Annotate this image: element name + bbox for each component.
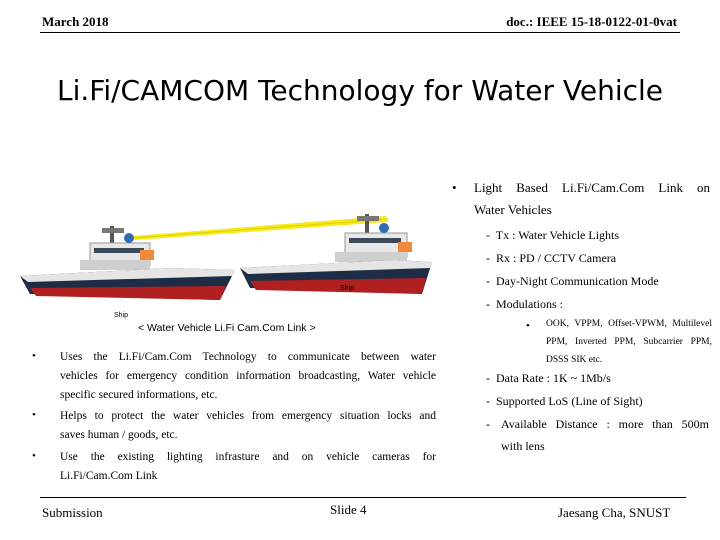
right-main-bullet: • xyxy=(452,180,457,195)
dash: - xyxy=(486,274,490,288)
mod-line-2: PPM, Inverted PPM, Subcarrier PPM, xyxy=(546,337,712,347)
distance-line-1: Available Distance : more than 500m xyxy=(501,417,709,431)
left-point-1 xyxy=(60,348,436,405)
right-main-line2: Water Vehicles xyxy=(474,202,552,217)
left-point-3 xyxy=(60,448,436,486)
distance-line-2: with lens xyxy=(501,439,545,453)
left-point-2 xyxy=(60,407,436,445)
dash: - xyxy=(486,228,490,242)
footer-rule xyxy=(40,497,686,498)
ship-left xyxy=(20,226,235,300)
mode-item: Day-Night Communication Mode xyxy=(496,274,659,288)
point3-line1: Use the existing lighting infrasture and on vehicle cameras for xyxy=(60,451,436,463)
dash: - xyxy=(486,297,490,311)
footer-author: Jaesang Cha, SNUST xyxy=(558,505,671,520)
header-rule xyxy=(40,32,680,33)
ship-label-left: Ship xyxy=(114,312,129,319)
left-bullet-3: • xyxy=(32,450,36,462)
dash: - xyxy=(486,394,490,408)
left-bullet-1: • xyxy=(32,350,36,362)
ships-figure xyxy=(20,188,435,323)
point1-line1: Uses the Li.Fi/Cam.Com Technology to communicate between water xyxy=(60,351,436,363)
footer-submission: Submission xyxy=(42,505,103,520)
rx-item: Rx : PD / CCTV Camera xyxy=(496,251,617,265)
left-bullet-2: • xyxy=(32,409,36,421)
point3-line2: Li.Fi/Cam.Com Link xyxy=(60,470,158,482)
slide-title: Li.Fi/CAMCOM Technology for Water Vehicle xyxy=(56,74,664,107)
dash: - xyxy=(486,251,490,265)
right-main-line1: Light Based Li.Fi/Cam.Com Link on xyxy=(474,180,710,195)
point1-line3: specific secured informations, etc. xyxy=(60,389,218,401)
figure-caption: < Water Vehicle Li.Fi Cam.Com Link > xyxy=(138,322,316,334)
mod-line-1: OOK, VPPM, Offset-VPWM, Multilevel xyxy=(546,319,712,329)
point1-line2: vehicles for emergency condition information broadcasting, Water vehicle xyxy=(60,370,436,382)
point2-line1: Helps to protect the water vehicles from emergency situation locks and xyxy=(60,410,436,422)
dash: - xyxy=(486,417,490,431)
modulation-list xyxy=(546,315,712,369)
dash: - xyxy=(486,371,490,385)
header-date: March 2018 xyxy=(42,14,109,29)
data-rate-item: Data Rate : 1K ~ 1Mb/s xyxy=(496,371,611,385)
header-doc-id: doc.: IEEE 15-18-0122-01-0vat xyxy=(506,14,677,29)
right-list xyxy=(486,224,659,316)
sub-bullet: • xyxy=(526,320,530,332)
slide-number: Slide 4 xyxy=(330,502,367,517)
right-list-2 xyxy=(486,367,643,413)
modulations-item: Modulations : xyxy=(496,297,564,311)
los-item: Supported LoS (Line of Sight) xyxy=(496,394,643,408)
point2-line2: saves human / goods, etc. xyxy=(60,429,178,441)
tx-item: Tx : Water Vehicle Lights xyxy=(495,228,620,242)
ship-label-right: Ship xyxy=(340,285,355,292)
mod-line-3: DSSS SIK etc. xyxy=(546,355,603,365)
